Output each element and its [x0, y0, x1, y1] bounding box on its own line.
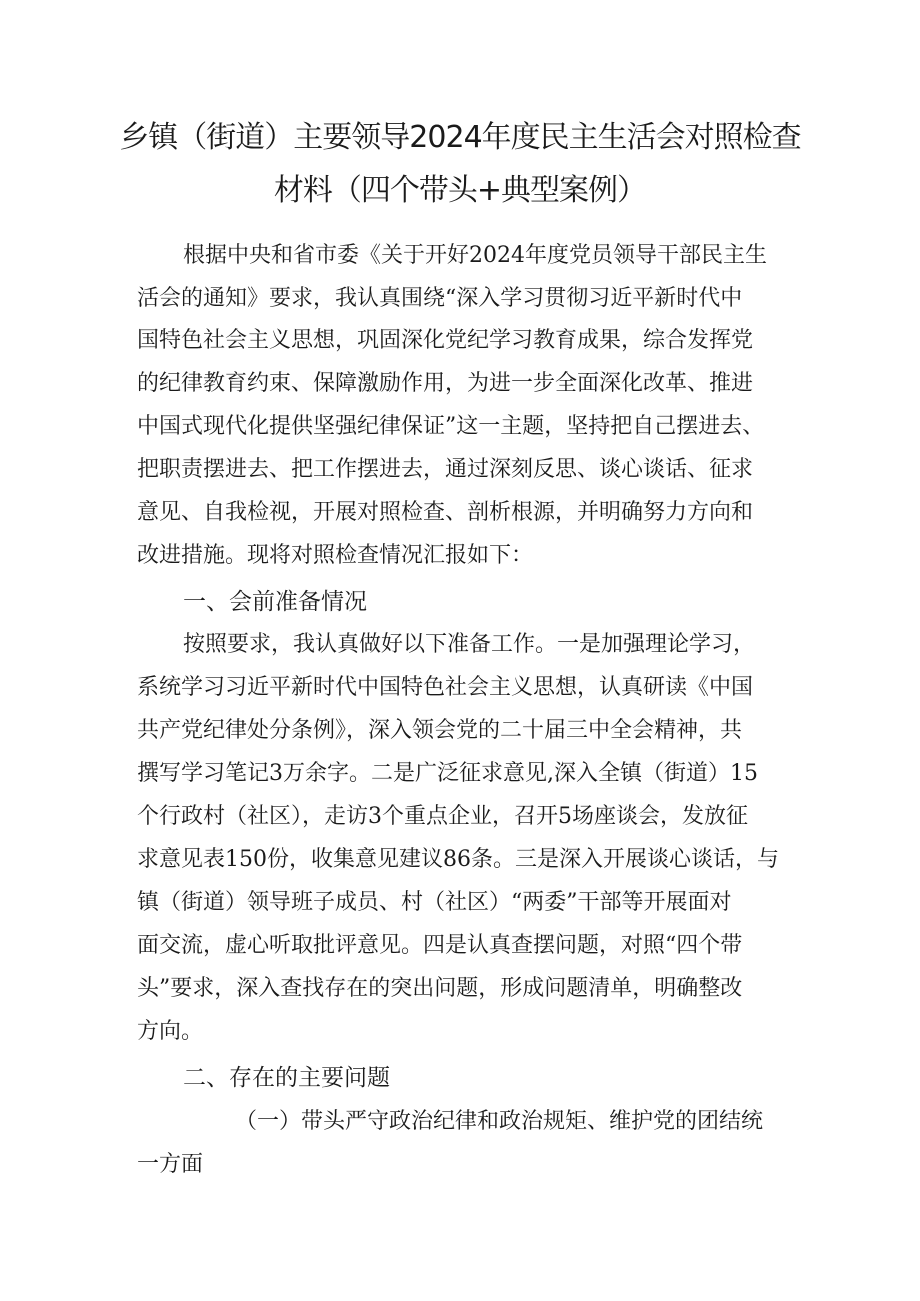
intro-paragraph-line: 活会的通知》要求，我认真围绕“深入学习贯彻习近平新时代中	[137, 286, 743, 311]
section-1-paragraph-line: 系统学习习近平新时代中国特色社会主义思想，认真研读《中国	[137, 675, 754, 700]
section-1-paragraph-line: 共产党纪律处分条例》，深入领会党的二十届三中全会精神，共	[137, 718, 743, 743]
section-2-subheading-line: （一）带头严守政治纪律和政治规矩、维护党的团结统	[235, 1109, 764, 1134]
section-2-subheading-line: 一方面	[137, 1152, 204, 1177]
intro-paragraph-line: 中国式现代化提供坚强纪律保证”这一主题，坚持把自己摆进去、	[137, 414, 765, 439]
section-1-paragraph-line: 求意见表150份，收集意见建议86条。三是深入开展谈心谈话，与	[137, 847, 779, 872]
section-1-paragraph-line: 面交流，虚心听取批评意见。四是认真查摆问题，对照“四个带	[137, 933, 743, 958]
section-1-paragraph-line: 方向。	[137, 1019, 204, 1044]
section-1-paragraph-line: 撰写学习笔记3万余字。二是广泛征求意见,深入全镇（街道）15	[137, 761, 758, 786]
section-1-paragraph-line: 个行政村（社区），走访3个重点企业，召开5场座谈会，发放征	[137, 804, 748, 829]
section-1-paragraph-line: 头”要求，深入查找存在的突出问题，形成问题清单，明确整改	[137, 976, 743, 1001]
intro-paragraph-line: 意见、自我检视，开展对照检查、剖析根源，并明确努力方向和	[137, 500, 754, 525]
intro-paragraph-line: 根据中央和省市委《关于开好2024年度党员领导干部民主生	[183, 243, 767, 268]
section-2-heading: 二、存在的主要问题	[183, 1065, 390, 1091]
document-title-line-1: 乡镇（街道）主要领导2024年度民主生活会对照检查	[119, 120, 801, 155]
document-title-line-2: 材料（四个带头+典型案例）	[273, 173, 647, 208]
section-1-paragraph-line: 镇（街道）领导班子成员、村（社区）“两委”干部等开展面对	[137, 890, 732, 915]
section-1-heading: 一、会前准备情况	[183, 589, 367, 615]
intro-paragraph-line: 改进措施。现将对照检查情况汇报如下：	[137, 543, 534, 568]
intro-paragraph-line: 把职责摆进去、把工作摆进去，通过深刻反思、谈心谈话、征求	[137, 457, 754, 482]
section-1-paragraph-line: 按照要求，我认真做好以下准备工作。一是加强理论学习，	[183, 632, 756, 657]
intro-paragraph-line: 国特色社会主义思想，巩固深化党纪学习教育成果，综合发挥党	[137, 328, 754, 353]
intro-paragraph-line: 的纪律教育约束、保障激励作用，为进一步全面深化改革、推进	[137, 371, 754, 396]
